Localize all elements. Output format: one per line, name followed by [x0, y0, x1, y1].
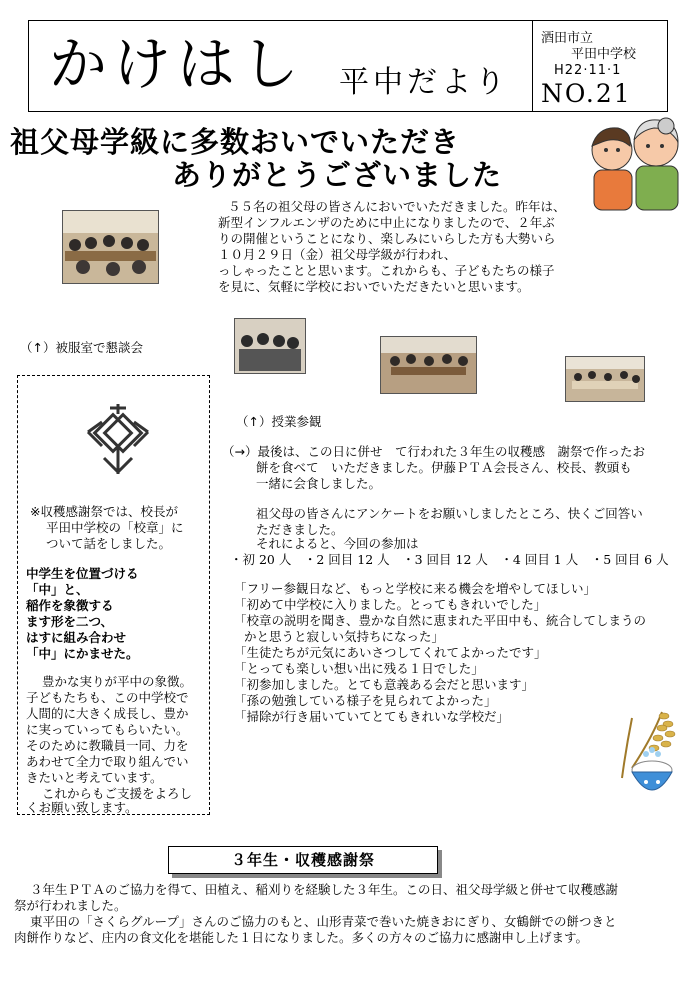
section2-line-2: 祭が行われました。 [14, 898, 127, 913]
masthead-title: かけはし [49, 30, 306, 98]
quote-4: 「生徒たちが元気にあいさつしてくれてよかったです」 [234, 645, 547, 660]
quote-6: 「初参加しました。とても意義ある会だと思います」 [234, 677, 535, 692]
box-emph-2: 「中」と、 [26, 582, 89, 597]
quote-8: 「掃除が行き届いていてとてもきれいな学校だ」 [234, 709, 510, 724]
main-para2-line1: 祖父母の皆さんにアンケートをお願いしましたところ、快くご回答い [256, 506, 643, 521]
section2-line-3: 東平田の「さくらグループ」さんのご協力のもと、山形青菜で巻いた焼きおにぎり、女鶴餅での餅つきと [30, 914, 617, 929]
box-body-7: きたいと考えています。 [26, 770, 163, 785]
box-body-3: 人間的に大きく成長し、豊か [26, 706, 189, 721]
box-emph-3: 稲作を象徴する [26, 598, 114, 613]
box-body-1: 豊かな実りが平中の象徴。 [42, 674, 193, 689]
quote-3: 「校章の説明を聞き、豊かな自然に恵まれた平田中も、統合してしまうの [234, 613, 647, 628]
photo-lunch [565, 356, 645, 402]
main-para1-line3: 一緒に会食しました。 [256, 476, 382, 491]
main-para2-line3: それによると、今回の参加は [256, 536, 419, 551]
box-body-6: あわせて全力で取り組んでい [26, 754, 189, 769]
box-note-1: ※収穫感謝祭では、校長が [30, 504, 178, 519]
intro-line-4: １０月２９日（金）祖父母学級が行われ、 [218, 247, 457, 262]
org-school: 平田中学校 [571, 47, 637, 62]
school-emblem-icon [80, 398, 156, 482]
quote-1: 「フリー参観日など、もっと学校に来る機会を増やしてほしい」 [234, 581, 597, 596]
box-note-3: ついて話をしました。 [46, 536, 172, 551]
grandparents-illustration [578, 112, 686, 212]
main-para1-line1: （→）最後は、この日に併せ て行われた３年生の収穫感 謝祭で作ったお [222, 444, 645, 459]
section2-line-1: ３年生ＰＴＡのご協力を得て、田植え、稲刈りを経験した３年生。この日、祖父母学級と併せて収穫感謝 [30, 882, 619, 897]
main-para1-line2: 餅を食べて いただきました。伊藤ＰＴＡ会長さん、校長、教頭も [256, 460, 632, 475]
org-city: 酒田市立 [541, 31, 594, 46]
masthead-org [541, 31, 636, 63]
section2-line-4: 肉餅作りなど、庄内の食文化を堪能した１日になりました。多くの方々のご協力に感謝申し上げます。 [14, 930, 589, 945]
issue-date: H22·11·1 [554, 63, 622, 78]
headline-line2: ありがとうございました [172, 158, 503, 192]
caption-class-observation: （↑）授業参観 [236, 414, 322, 429]
box-body-5: そのために教職員一同、力を [26, 738, 189, 753]
box-note-2: 平田中学校の「校章」に [46, 520, 184, 535]
box-emph-6: 「中」にかませた。 [26, 646, 139, 661]
intro-line-1: ５５名の祖父母の皆さんにおいでいただきました。昨年は、 [228, 199, 566, 214]
box-body-2: 子どもたちも、この中学校で [26, 690, 189, 705]
intro-line-2: 新型インフルエンザのために中止になりましたので、２年ぶ [218, 215, 555, 230]
issue-number: NO.21 [541, 79, 632, 108]
box-emph-1: 中学生を位置づける [26, 566, 139, 581]
intro-line-6: を見に、気軽に学校においでいただきたいと思います。 [218, 279, 530, 294]
box-body-9: くお願い致します。 [26, 800, 138, 815]
sidebar-box [17, 375, 210, 815]
masthead-divider [532, 21, 533, 111]
masthead [28, 20, 668, 112]
intro-line-3: りの開催ということになり、楽しみにいらした方も大勢いら [218, 231, 556, 246]
quote-5: 「とっても楽しい想い出に残る１日でした」 [234, 661, 484, 676]
headline-line1: 祖父母学級に多数おいでいただき [10, 125, 461, 159]
quote-2: 「初めて中学校に入りました。とってもきれいでした」 [234, 597, 547, 612]
caption-meeting-room: （↑）被服室で懇談会 [20, 340, 143, 355]
rice-bowl-illustration [612, 708, 686, 804]
quote-3-cont: かと思うと寂しい気持ちになった」 [244, 629, 445, 644]
box-body-8: これからもご支援をよろし [42, 786, 193, 801]
photo-meeting-room [62, 210, 159, 284]
quote-7: 「孫の勉強している様子を見られてよかった」 [234, 693, 497, 708]
box-emph-5: はすに組み合わせ [26, 630, 127, 645]
intro-line-5: っしゃったことと思います。これからも、子どもたちの様子 [218, 263, 555, 278]
masthead-subtitle: 平中だより [339, 65, 509, 100]
box-emph-4: ます形を二つ、 [26, 614, 114, 629]
photo-visitors [234, 318, 306, 374]
box-body-4: に実っていってもらいたい。 [26, 722, 189, 737]
main-para2-line2: ただきました。 [256, 522, 344, 537]
photo-classroom [380, 336, 477, 394]
participation-counts: ・初 20 人 ・2 回目 12 人 ・3 回目 12 人 ・4 回目 1 人 ・5 回目 6 人 [230, 552, 669, 567]
section-header: ３年生・収穫感謝祭 [168, 846, 438, 874]
